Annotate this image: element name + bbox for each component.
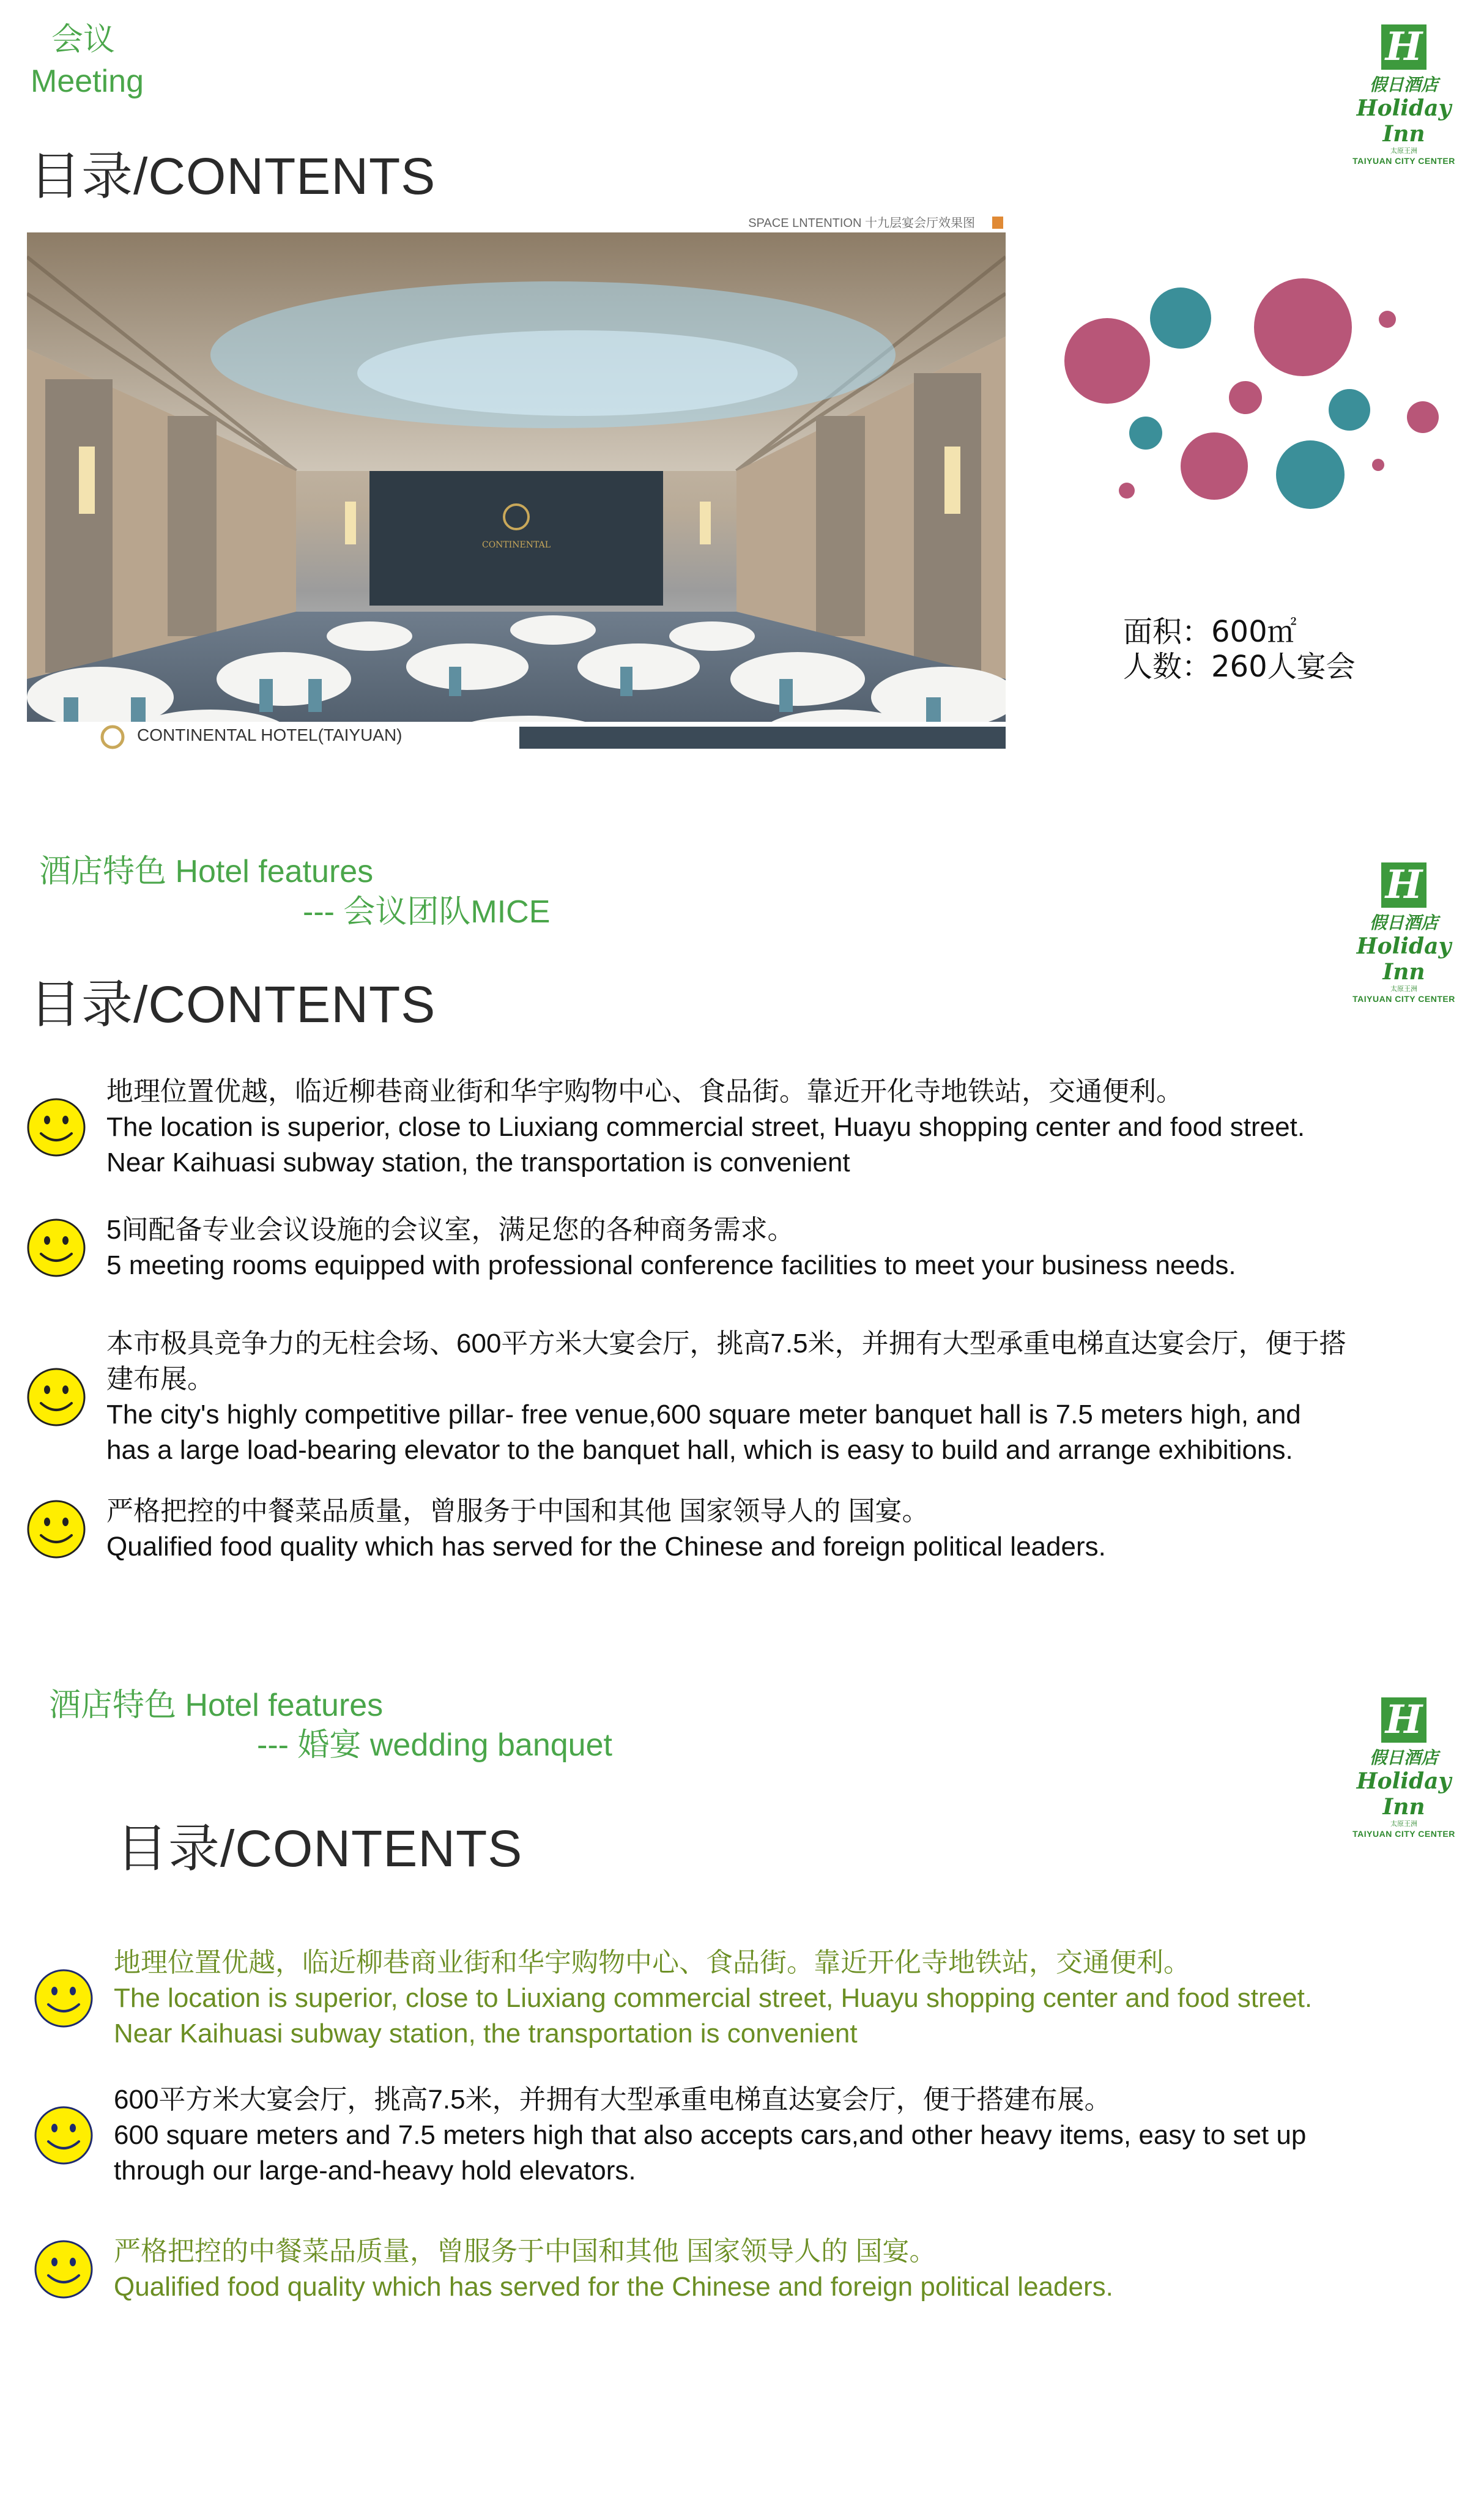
- bubble: [1064, 318, 1150, 404]
- item-line: 600 square meters and 7.5 meters high that also accepts cars,and other heavy items, easy to set up: [114, 2120, 1307, 2150]
- bubble: [1150, 287, 1211, 349]
- holiday-inn-h-icon: H: [1381, 1697, 1426, 1743]
- smiley-icon: [33, 2105, 94, 2166]
- holiday-inn-logo: [1343, 1697, 1465, 1839]
- holiday-inn-logo: [1343, 862, 1465, 1004]
- item-line: 严格把控的中餐菜品质量，曾服务于中国和其他 国家领导人的 国宴。: [106, 1496, 929, 1526]
- list-item: [33, 2082, 1306, 2189]
- holiday-inn-h-icon: H: [1381, 24, 1426, 70]
- item-line: 本市极具竞争力的无柱会场、600平方米大宴会厅，挑高7.5米，并拥有大型承重电梯直达宴会厅，便于搭: [106, 1329, 1346, 1359]
- list-item: [26, 1212, 1236, 1283]
- logo-cn: 假日酒店: [1369, 1748, 1438, 1767]
- bubble: [1254, 278, 1352, 376]
- list-item: [26, 1494, 1106, 1565]
- logo-city: TAIYUAN CITY CENTER: [1352, 1829, 1455, 1839]
- item-line: The city's highly competitive pillar- free venue,600 square meter banquet hall is 7.5 meters high, and: [106, 1400, 1301, 1429]
- bubble: [1372, 459, 1384, 471]
- holiday-inn-h-icon: H: [1381, 862, 1426, 908]
- bubble: [1329, 389, 1370, 431]
- logo-cn: 假日酒店: [1369, 75, 1438, 94]
- item-line: 5间配备专业会议设施的会议室，满足您的各种商务需求。: [106, 1215, 795, 1245]
- item-line: The location is superior, close to Liuxiang commercial street, Huayu shopping center and food street.: [114, 1983, 1313, 2013]
- logo-en: Holiday Inn: [1356, 95, 1452, 147]
- holiday-inn-logo: [1343, 24, 1465, 166]
- section1-title-en: Meeting: [31, 64, 144, 99]
- item-line: 地理位置优越，临近柳巷商业街和华宇购物中心、食品街。靠近开化寺地铁站，交通便利。: [106, 1077, 1183, 1107]
- logo-city: TAIYUAN CITY CENTER: [1352, 156, 1455, 166]
- section3-title: 酒店特色 Hotel features: [49, 1688, 384, 1723]
- photo-caption-top: SPACE LNTENTION 十九层宴会厅效果图: [748, 217, 975, 230]
- logo-small: 太原王洲: [1390, 1820, 1417, 1828]
- smiley-icon: [33, 1968, 94, 2029]
- section2-contents-heading: 目录/CONTENTS: [29, 976, 436, 1033]
- logo-cn: 假日酒店: [1369, 913, 1438, 932]
- photo-caption-bottom: CONTINENTAL HOTEL(TAIYUAN): [137, 725, 403, 744]
- section2-subtitle: --- 会议团队MICE: [303, 894, 551, 930]
- logo-small: 太原王洲: [1390, 147, 1417, 155]
- item-line: through our large-and-heavy hold elevators.: [114, 2156, 636, 2186]
- item-line: 地理位置优越，临近柳巷商业街和华宇购物中心、食品街。靠近开化寺地铁站，交通便利。: [114, 1948, 1190, 1978]
- smiley-icon: [26, 1499, 87, 1560]
- section1-title-cn: 会议: [51, 22, 116, 57]
- bubble: [1129, 417, 1162, 450]
- item-line: Near Kaihuasi subway station, the transportation is convenient: [114, 2019, 858, 2049]
- section2-title: 酒店特色 Hotel features: [39, 854, 374, 889]
- logo-en: Holiday Inn: [1356, 1768, 1452, 1820]
- item-line: 严格把控的中餐菜品质量，曾服务于中国和其他 国家领导人的 国宴。: [114, 2236, 937, 2266]
- banquet-hall-photo: [27, 214, 1006, 752]
- logo-en: Holiday Inn: [1356, 933, 1452, 985]
- list-item: [26, 1326, 1346, 1468]
- section3-subtitle: --- 婚宴 wedding banquet: [257, 1727, 612, 1763]
- smiley-icon: [26, 1366, 87, 1428]
- bubble: [1379, 311, 1396, 328]
- item-line: 600平方米大宴会厅，挑高7.5米，并拥有大型承重电梯直达宴会厅，便于搭建布展。: [114, 2085, 1111, 2115]
- logo-small: 太原王洲: [1390, 985, 1417, 993]
- hall-capacity: 人数：260人宴会: [1123, 650, 1356, 684]
- hall-area: 面积：600㎡: [1123, 615, 1297, 649]
- item-line: Near Kaihuasi subway station, the transportation is convenient: [106, 1148, 850, 1177]
- smiley-icon: [26, 1217, 87, 1278]
- item-line: Qualified food quality which has served for the Chinese and foreign political leaders.: [114, 2272, 1113, 2302]
- item-line: The location is superior, close to Liuxiang commercial street, Huayu shopping center and food street.: [106, 1112, 1305, 1142]
- backdrop-text: CONTINENTAL: [481, 540, 551, 550]
- item-line: 5 meeting rooms equipped with professional conference facilities to meet your business needs.: [106, 1250, 1236, 1280]
- smiley-icon: [33, 2239, 94, 2300]
- bubble: [1229, 381, 1262, 414]
- section1-contents-heading: 目录/CONTENTS: [29, 147, 436, 205]
- list-item: [33, 2234, 1113, 2305]
- section3-contents-heading: 目录/CONTENTS: [116, 1820, 523, 1877]
- item-line: Qualified food quality which has served for the Chinese and foreign political leaders.: [106, 1532, 1106, 1562]
- bubble: [1181, 432, 1248, 500]
- decorative-bubbles: [1052, 269, 1456, 526]
- smiley-icon: [26, 1097, 87, 1158]
- list-item: [26, 1074, 1305, 1181]
- bubble: [1119, 483, 1135, 499]
- bubble: [1407, 401, 1439, 433]
- banquet-hall-illustration: [27, 214, 1006, 752]
- logo-city: TAIYUAN CITY CENTER: [1352, 994, 1455, 1004]
- list-item: [33, 1945, 1312, 2052]
- bubble: [1276, 440, 1345, 509]
- item-line: has a large load-bearing elevator to the banquet hall, which is easy to build and arrange exhibitions.: [106, 1435, 1293, 1465]
- item-line: 建布展。: [106, 1364, 214, 1394]
